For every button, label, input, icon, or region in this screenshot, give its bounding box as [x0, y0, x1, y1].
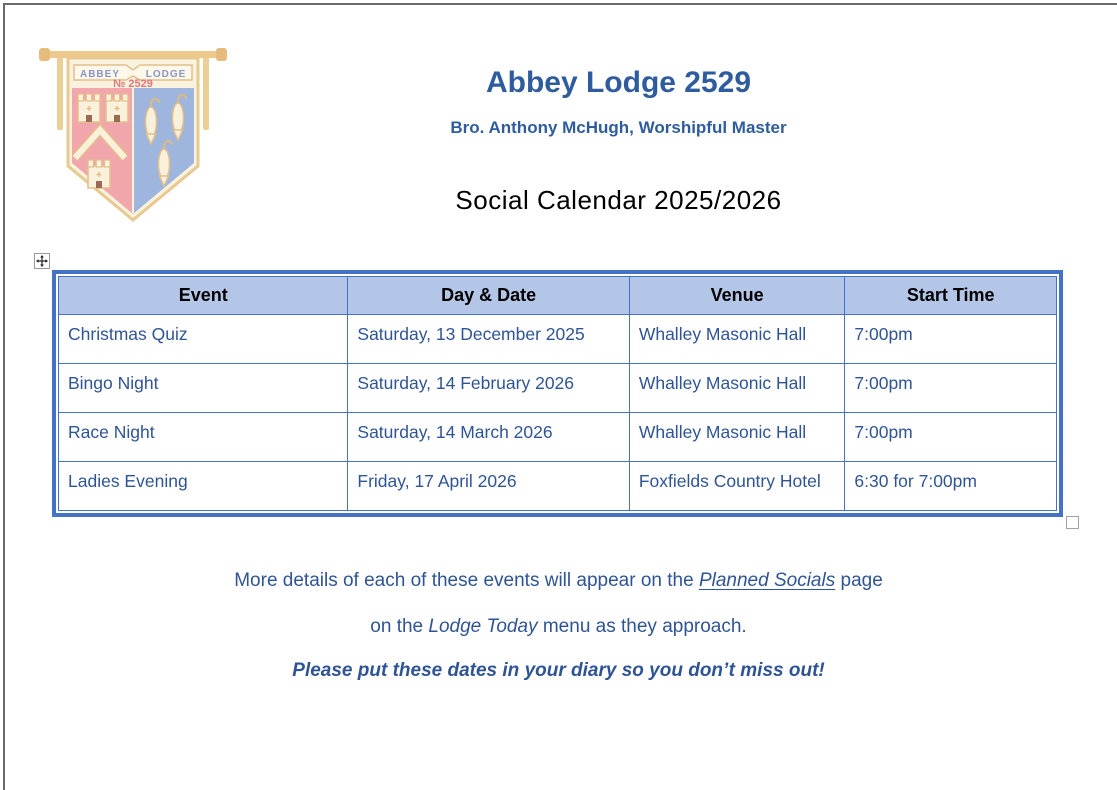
venue-cell: Foxfields Country Hotel — [629, 462, 845, 511]
table-header-row — [59, 277, 1057, 315]
table-row — [59, 462, 1057, 511]
footer-line-2-tail: menu as they approach. — [537, 616, 747, 637]
calendar-title: Social Calendar 2025/2026 — [455, 185, 782, 215]
date-cell: Saturday, 14 March 2026 — [348, 413, 629, 462]
page-title: Abbey Lodge 2529 — [485, 66, 752, 99]
lodge-banner-logo — [38, 42, 228, 237]
banner-ribbon-text-left: ABBEY — [79, 69, 121, 80]
table-row — [59, 315, 1057, 364]
banner-cord-right — [203, 56, 209, 130]
date-cell: Friday, 17 April 2026 — [348, 462, 629, 511]
table-resize-handle[interactable] — [1066, 516, 1079, 529]
footer-line-2-text: on the — [370, 616, 429, 637]
venue-cell: Whalley Masonic Hall — [629, 413, 845, 462]
header-start-time: Start Time — [845, 277, 1057, 315]
banner-cord-left — [57, 56, 63, 130]
header-day-date: Day & Date — [348, 277, 629, 315]
table-row — [59, 364, 1057, 413]
time-cell: 7:00pm — [845, 315, 1057, 364]
event-cell: Bingo Night — [59, 364, 348, 413]
event-cell: Christmas Quiz — [59, 315, 348, 364]
castle-icon — [106, 94, 128, 122]
footer-line-1 — [0, 570, 1117, 592]
banner-ribbon-text-right: LODGE — [145, 69, 187, 80]
venue-cell: Whalley Masonic Hall — [629, 315, 845, 364]
lodge-today-menu-ref: Lodge Today — [428, 616, 538, 637]
social-calendar-table — [52, 270, 1063, 517]
footer-line-3: Please put these dates in your diary so you don’t miss out! — [292, 660, 825, 681]
table-move-handle[interactable] — [34, 253, 50, 269]
date-cell: Saturday, 14 February 2026 — [348, 364, 629, 413]
castle-icon — [78, 94, 100, 122]
event-cell: Race Night — [59, 413, 348, 462]
venue-cell: Whalley Masonic Hall — [629, 364, 845, 413]
time-cell: 7:00pm — [845, 364, 1057, 413]
header-venue: Venue — [629, 277, 845, 315]
time-cell: 6:30 for 7:00pm — [845, 462, 1057, 511]
header-event: Event — [59, 277, 348, 315]
footer-line-1-text: More details of each of these events will appear on the — [234, 570, 699, 591]
date-cell: Saturday, 13 December 2025 — [348, 315, 629, 364]
move-arrows-icon — [36, 255, 48, 267]
page-subtitle: Bro. Anthony McHugh, Worshipful Master — [450, 118, 787, 137]
planned-socials-link[interactable]: Planned Socials — [698, 570, 836, 591]
window-edge-top — [3, 3, 1117, 5]
time-cell: 7:00pm — [845, 413, 1057, 462]
event-cell: Ladies Evening — [59, 462, 348, 511]
footer-line-2 — [0, 616, 1117, 638]
castle-icon — [88, 160, 110, 188]
banner-lodge-number: № 2529 — [113, 78, 153, 90]
footer-line-1-tail: page — [835, 570, 883, 591]
table-row — [59, 413, 1057, 462]
